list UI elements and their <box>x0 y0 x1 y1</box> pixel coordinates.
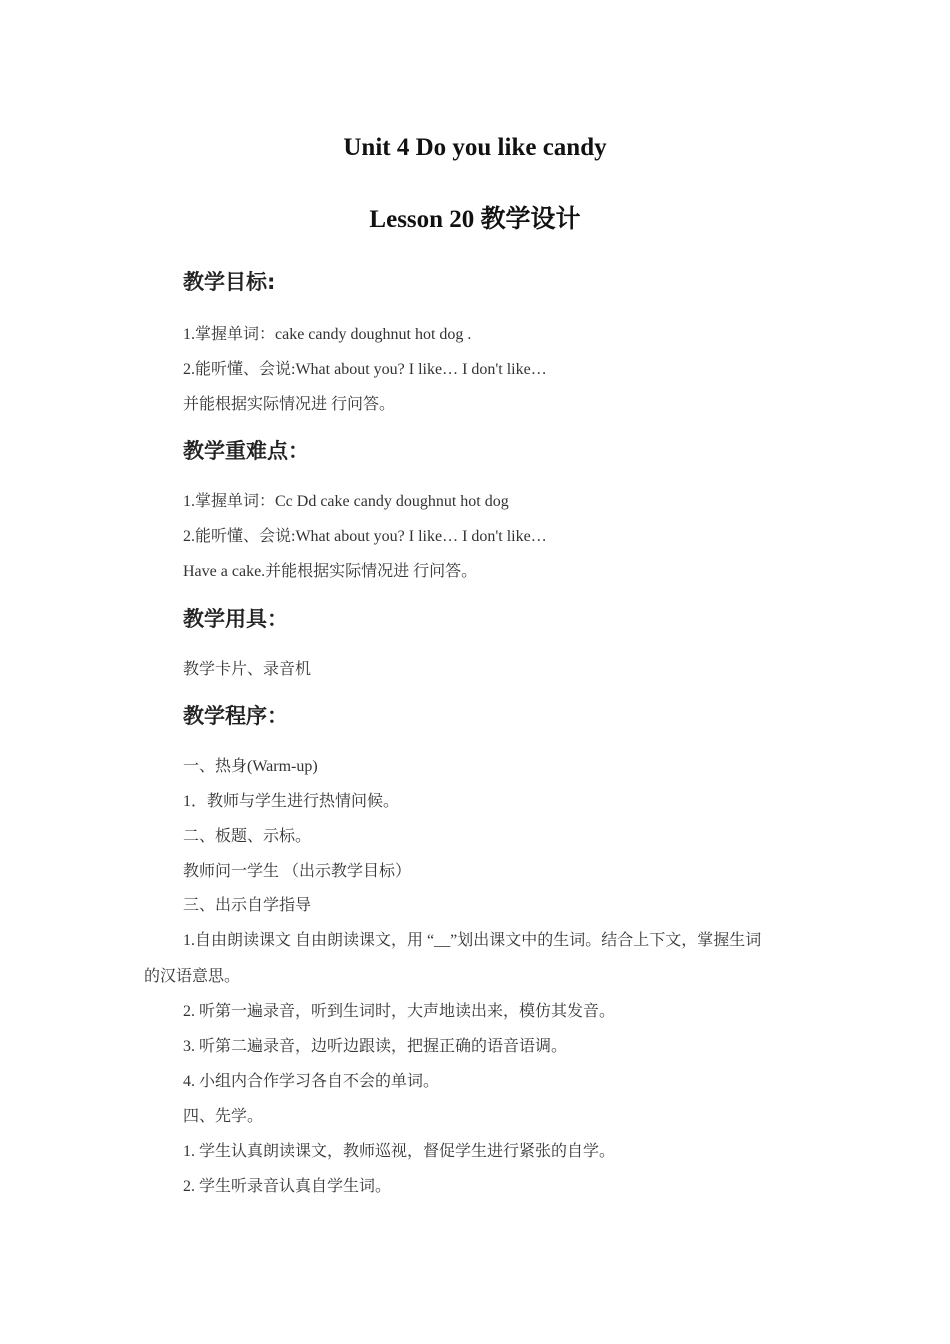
procedure-line: 二、板题、示标。 <box>183 828 312 845</box>
procedure-line: 4. 小组内合作学习各自不会的单词。 <box>183 1073 440 1090</box>
procedure-line: 教师问一学生 （出示教学目标） <box>183 863 412 880</box>
procedure-line: 一、热身(Warm-up) <box>183 758 318 775</box>
key-points-line: Have a cake.并能根据实际情况进 行问答。 <box>183 563 478 580</box>
procedure-line: 1. 学生认真朗读课文，教师巡视，督促学生进行紧张的自学。 <box>183 1143 616 1160</box>
procedure-line: 2. 学生听录音认真自学生词。 <box>183 1178 392 1195</box>
procedure-line: 三、出示自学指导 <box>183 897 312 914</box>
procedure-line: 2. 听第一遍录音，听到生词时，大声地读出来，模仿其发音。 <box>183 1003 616 1020</box>
objectives-line: 2.能听懂、会说:What about you? I like… I don't like… <box>183 361 547 378</box>
objectives-line: 1.掌握单词：cake candy doughnut hot dog . <box>183 326 472 343</box>
section-heading-procedure: 教学程序： <box>183 704 288 728</box>
document-title: Unit 4 Do you like candy <box>343 134 607 161</box>
procedure-line: 的汉语意思。 <box>144 968 241 985</box>
procedure-line: 3. 听第二遍录音，边听边跟读，把握正确的语音语调。 <box>183 1038 568 1055</box>
section-heading-key-points: 教学重难点： <box>183 439 309 463</box>
section-heading-objectives: 教学目标: <box>183 270 276 294</box>
key-points-line: 1.掌握单词：Cc Dd cake candy doughnut hot dog <box>183 493 509 510</box>
section-heading-tools: 教学用具： <box>183 607 288 631</box>
document-subtitle: Lesson 20 教学设计 <box>369 206 581 233</box>
tools-line: 教学卡片、录音机 <box>183 661 312 678</box>
objectives-line: 并能根据实际情况进 行问答。 <box>183 396 396 413</box>
procedure-line: 1.自由朗读课文 自由朗读课文，用 “__”划出课文中的生词。结合上下文，掌握生词 <box>183 932 762 949</box>
procedure-line: 四、先学。 <box>183 1108 264 1125</box>
key-points-line: 2.能听懂、会说:What about you? I like… I don't like… <box>183 528 547 545</box>
procedure-line: 1．教师与学生进行热情问候。 <box>183 793 400 810</box>
